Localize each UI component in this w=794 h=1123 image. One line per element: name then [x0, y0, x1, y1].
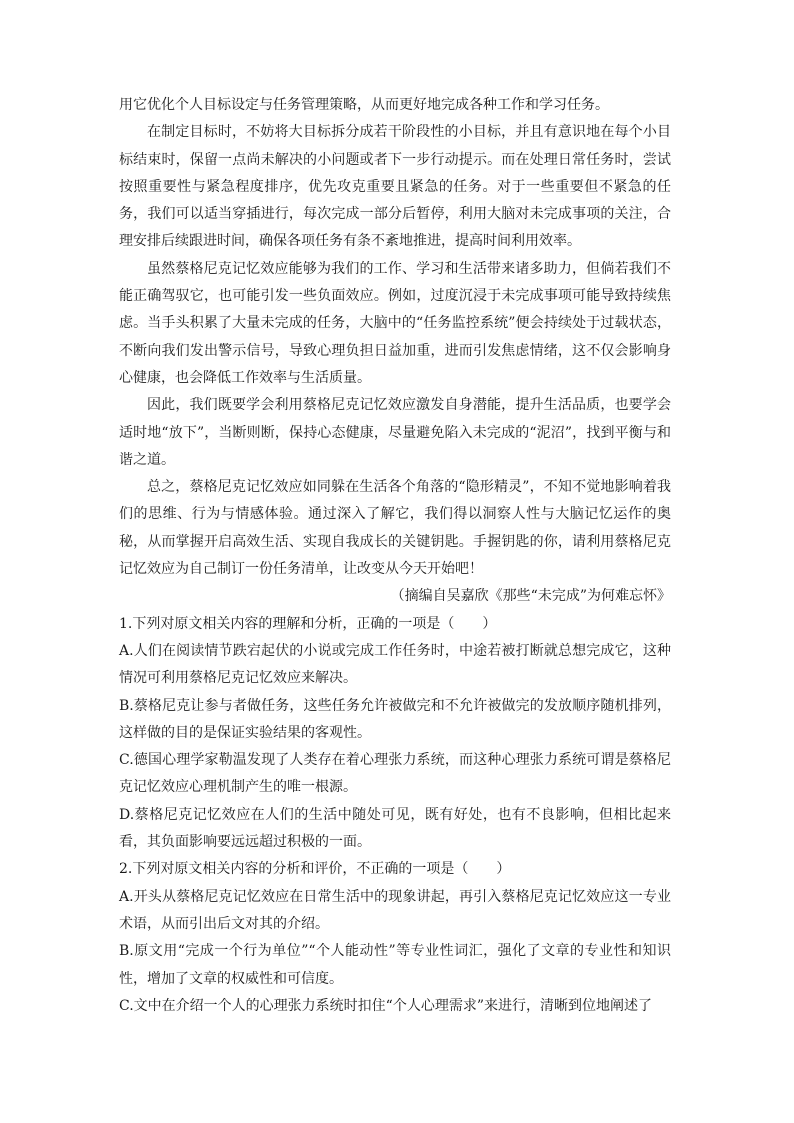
article-paragraph-1: 用它优化个人目标设定与任务管理策略，从而更好地完成各种工作和学习任务。	[119, 97, 609, 113]
article-paragraph-3: 虽然蔡格尼克记忆效应能够为我们的工作、学习和生活带来诸多助力，但倘若我们不能正确驾驭它，也可能引发一些负面效应。例如，过度沉浸于未完成事项可能导致持续焦虑。当手头积累了大量未完成的任务，大脑中的“任务监控系统”便会持续处于过载状态，不断向我们发出警示信号，导致心理负担日益加重，进而引发焦虑情绪，这不仅会影响身心健康，也会降低工作效率与生活质量。	[119, 260, 671, 386]
question-1-option-c: C.德国心理学家勒温发现了人类存在着心理张力系统，而这种心理张力系统可谓是蔡格尼克记忆效应心理机制产生的唯一根源。	[119, 752, 671, 796]
article-source: （摘编自吴嘉欣《那些“未完成”为何难忘怀》	[390, 588, 671, 605]
question-1-option-d: D.蔡格尼克记忆效应在人们的生活中随处可见，既有好处，也有不良影响，但相比起来看，其负面影响要远远超过积极的一面。	[119, 806, 671, 851]
article-paragraph-5: 总之，蔡格尼克记忆效应如同躲在生活各个角落的“隐形精灵”，不知不觉地影响着我们的思维、行为与情感体验。通过深入了解它，我们得以洞察人性与大脑记忆运作的奥秘，从而掌握开启高效生活、实现自我成长的关键钥匙。手握钥匙的你，请利用蔡格尼克记忆效应为自己制订一份任务清单，让改变从今天开始吧！	[119, 479, 671, 578]
question-1	[119, 611, 671, 857]
article	[119, 92, 671, 611]
question-1-option-a: A.人们在阅读情节跌宕起伏的小说或完成工作任务时，中途若被打断就总想完成它，这种情况可利用蔡格尼克记忆效应来解决。	[119, 642, 671, 687]
question-2-option-c: C.文中在介绍一个人的心理张力系统时扣住“个人心理需求”来进行，清晰到位地阐述了	[119, 997, 652, 1014]
document-page	[119, 92, 671, 1020]
question-2-option-a: A.开头从蔡格尼克记忆效应在日常生活中的现象讲起，再引入蔡格尼克记忆效应这一专业术语，从而引出后文对其的介绍。	[119, 888, 671, 932]
question-stem: 1.下列对原文相关内容的理解和分析，正确的一项是（ ）	[119, 615, 497, 632]
question-1-option-b: B.蔡格尼克让参与者做任务，这些任务允许被做完和不允许被做完的发放顺序随机排列，这样做的目的是保证实验结果的客观性。	[119, 697, 671, 741]
question-2	[119, 856, 671, 1020]
article-paragraph-4: 因此，我们既要学会利用蔡格尼克记忆效应激发自身潜能，提升生活品质，也要学会适时地“放下”，当断则断，保持心态健康，尽量避免陷入未完成的“泥沼”，找到平衡与和谐之道。	[119, 397, 671, 468]
question-stem: 2.下列对原文相关内容的分析和评价，不正确的一项是（ ）	[119, 861, 511, 878]
article-paragraph-2: 在制定目标时，不妨将大目标拆分成若干阶段性的小目标，并且有意识地在每个小目标结束时，保留一点尚未解决的小问题或者下一步行动提示。而在处理日常任务时，尝试按照重要性与紧急程度排序，优先攻克重要且紧急的任务。对于一些重要但不紧急的任务，我们可以适当穿插进行，每次完成一部分后暂停，利用大脑对未完成事项的关注，合理安排后续跟进时间，确保各项任务有条不紊地推进，提高时间利用效率。	[119, 124, 671, 250]
question-2-option-b: B.原文用“完成一个行为单位”“个人能动性”等专业性词汇，强化了文章的专业性和知识性，增加了文章的权威性和可信度。	[119, 943, 671, 987]
